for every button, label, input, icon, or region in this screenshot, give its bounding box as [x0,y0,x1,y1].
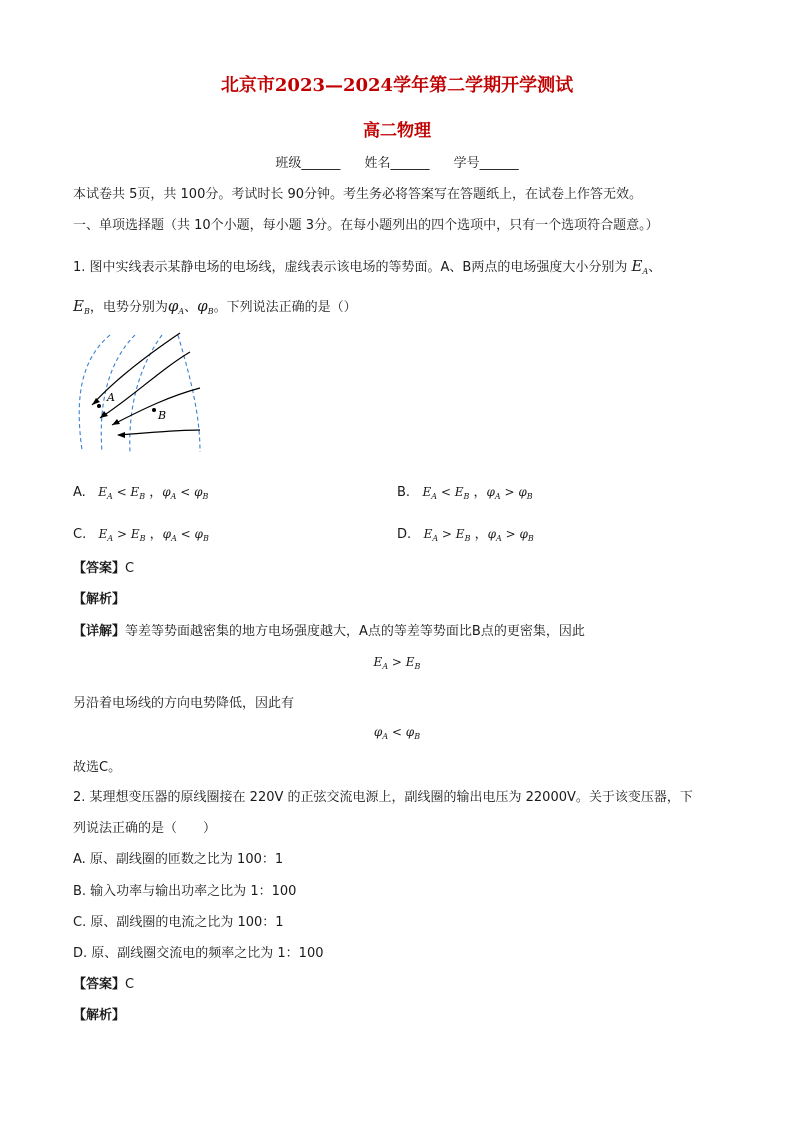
q2-option-a[interactable]: A. 原、副线圈的匝数之比为 100：1 [73,852,284,867]
field-line [92,333,180,405]
q1-phib-symbol: $\varphi_B$ [197,297,214,316]
arrowhead [117,432,125,438]
q1-option-c[interactable]: C. $E_A > E_B$ ，$\varphi_A < \varphi_B$ [73,527,209,543]
q1-eb-symbol: $E_B$ [73,297,90,316]
page-title: 北京市2023—2024学年第二学期开学测试 [220,75,574,96]
arrowhead [100,411,108,418]
student-number-field: 学号______ [453,156,519,171]
q1-option-b[interactable]: B. $E_A < E_B$ ，$\varphi_A > \varphi_B$ [397,485,533,501]
q1-ea-symbol: $E_A$ [631,257,649,276]
q1-stem-line2 [73,296,357,316]
q2-answer: 【答案】C [73,977,135,992]
q1-stem-text: 1. 图中实线表示某静电场的电场线，虚线表示该电场的等势面。A、B两点的电场强度大小分别为 [73,260,628,275]
q1-sep: 、 [648,260,662,275]
q2-option-c[interactable]: C. 原、副线圈的电流之比为 100：1 [73,915,284,930]
q1-stem-mid: ，电势分别为 [89,300,168,315]
q1-text2: 另沿着电场线的方向电势降低，因此有 [73,696,295,711]
q1-analysis-label: 【解析】 [73,592,126,607]
q2-option-b[interactable]: B. 输入功率与输出功率之比为 1：100 [73,884,297,899]
page-subtitle: 高二物理 [363,121,431,141]
q1-phia-symbol: $\varphi_A$ [167,297,185,316]
q1-stem-end: 。下列说法正确的是（） [213,300,357,315]
point-a-label: A [107,391,115,404]
q2-option-d[interactable]: D. 原、副线圈交流电的频率之比为 1：100 [73,946,324,961]
exam-notice: 本试卷共 5页，共 100分。考试时长 90分钟。考生务必将答案写在答题纸上，在试卷上作答无效。 [73,187,643,202]
q2-stem-line1: 2. 某理想变压器的原线圈接在 220V 的正弦交流电源上，副线圈的输出电压为 22000V。关于该变压器，下 [73,790,693,805]
point-b-label: B [158,409,167,422]
q1-option-a[interactable]: A. $E_A < E_B$ ，$\varphi_A < \varphi_B$ [73,485,209,501]
q2-stem-line2: 列说法正确的是（ ） [73,821,217,836]
q1-sep2: 、 [184,300,198,315]
field-line [112,388,200,425]
class-field: 班级______ [275,156,341,171]
q2-analysis-label: 【解析】 [73,1008,126,1023]
point-a-dot [97,404,101,408]
name-field: 姓名______ [364,156,430,171]
student-info-row [0,152,794,171]
q1-formula1: $E_A > E_B$ [373,655,421,671]
q1-option-d[interactable]: D. $E_A > E_B$ ，$\varphi_A > \varphi_B$ [397,527,534,543]
point-b-dot [152,408,156,412]
q1-conclusion: 故选C。 [73,760,122,775]
q1-answer: 【答案】C [73,561,135,576]
q1-formula2: $\varphi_A < \varphi_B$ [373,725,421,741]
section-heading: 一、单项选择题（共 10个小题，每小题 3分。在每小题列出的四个选项中，只有一个选项符合题意。） [73,218,659,233]
arrowhead [92,398,100,405]
q1-detail: 【详解】等差等势面越密集的地方电场强度越大，A点的等差等势面比B点的更密集，因此 [73,624,585,639]
electric-field-figure [70,330,220,455]
field-line [118,430,200,435]
q1-stem-line1 [73,256,661,276]
